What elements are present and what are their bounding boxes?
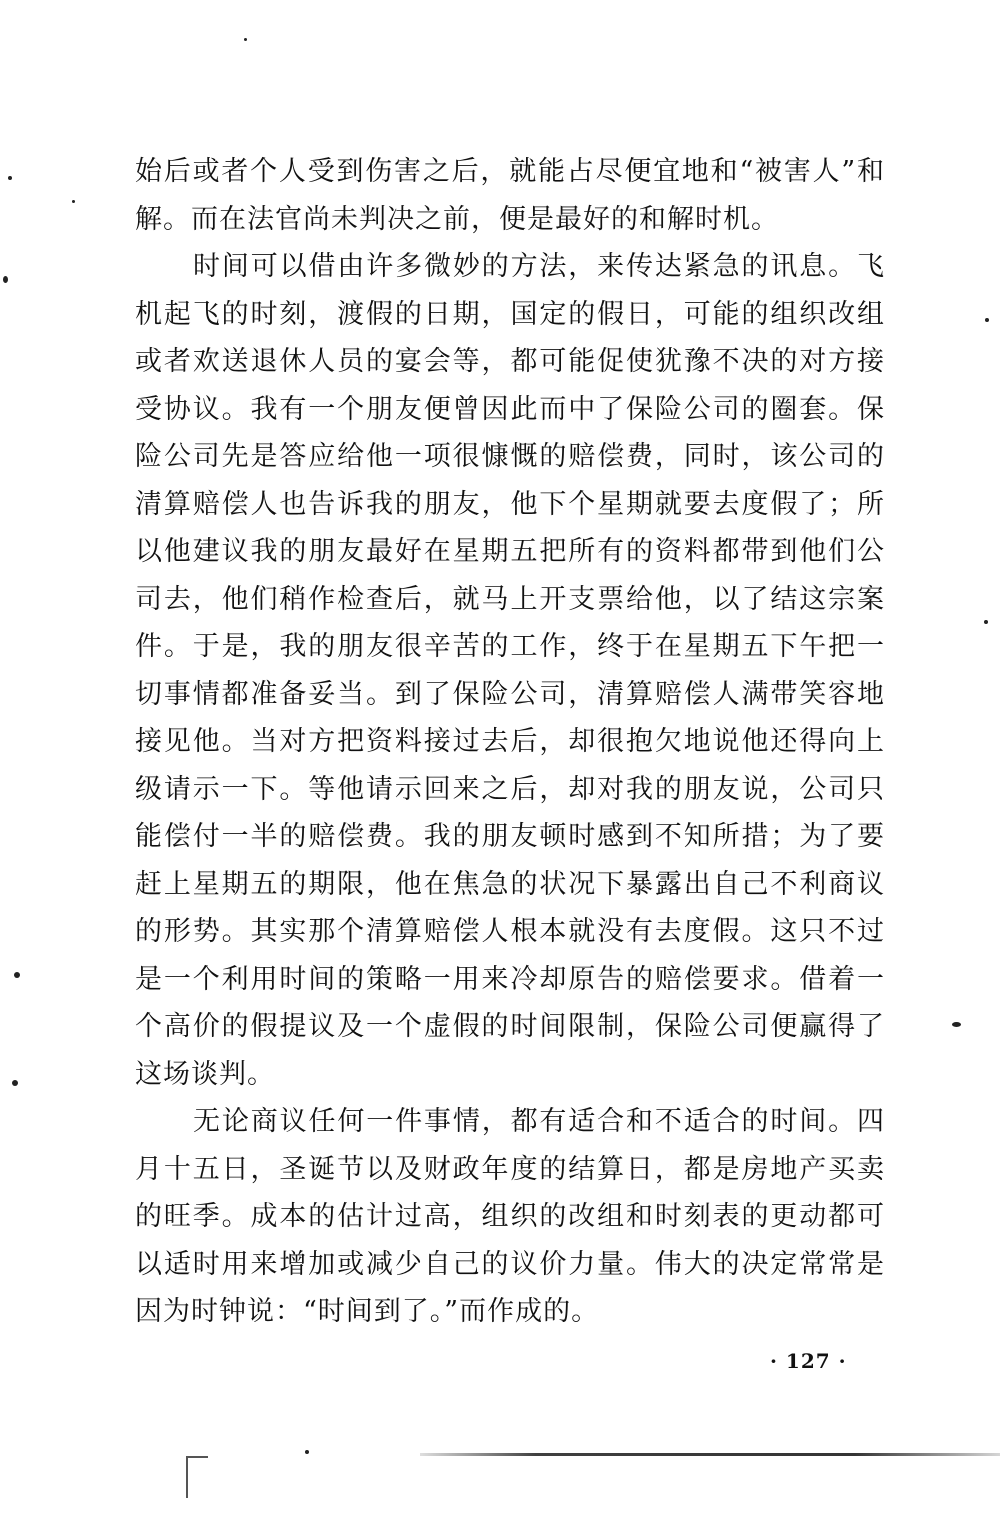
scan-speck — [72, 200, 75, 203]
body-text — [135, 148, 885, 1336]
scan-speck — [952, 1022, 961, 1027]
page-bottom-rule — [420, 1453, 1000, 1456]
scan-speck — [305, 1450, 309, 1454]
scan-speck — [984, 620, 988, 624]
paragraph-timing-advice: 无论商议任何一件事情，都有适合和不适合的时间。四月十五日，圣诞节以及财政年度的结算日，都是房地产买卖的旺季。成本的估计过高，组织的改组和时刻表的更动都可以适时用来增加或减少自己的议价力量。伟大的决定常常是因为时钟说：“时间到了。”而作成的。 — [135, 1106, 885, 1327]
scan-speck — [14, 972, 20, 978]
scan-corner-mark — [186, 1456, 208, 1498]
scan-speck — [985, 318, 989, 322]
paragraph-time-signals: 时间可以借由许多微妙的方法，来传达紧急的讯息。飞机起飞的时刻，渡假的日期，国定的假日，可能的组织改组或者欢送退休人员的宴会等，都可能促使犹豫不决的对方接受协议。我有一个朋友便曾因此而中了保险公司的圈套。保险公司先是答应给他一项很慷慨的赔偿费，同时，该公司的清算赔偿人也告诉我的朋友，他下个星期就要去度假了；所以他建议我的朋友最好在星期五把所有的资料都带到他们公司去，他们稍作检查后，就马上开支票给他，以了结这宗案件。于是，我的朋友很辛苦的工作，终于在星期五下午把一切事情都准备妥当。到了保险公司，清算赔偿人满带笑容地接见他。当对方把资料接过去后，却很抱欠地说他还得向上级请示一下。等他请示回来之后，却对我的朋友说，公司只能偿付一半的赔偿费。我的朋友顿时感到不知所措；为了要赶上星期五的期限，他在焦急的状况下暴露出自己不利商议的形势。其实那个清算赔偿人根本就没有去度假。这只不过是一个利用时间的策略一用来冷却原告的赔偿要求。借着一个高价的假提议及一个虚假的时间限制，保险公司便赢得了这场谈判。 — [135, 251, 885, 1090]
scan-speck — [244, 38, 247, 41]
scan-speck — [8, 176, 12, 180]
paragraph-continuation: 始后或者个人受到伤害之后，就能占尽便宜地和“被害人”和解。而在法官尚未判决之前，便是最好的和解时机。 — [135, 156, 885, 235]
scan-speck — [12, 1080, 18, 1086]
page-number: · 127 · — [770, 1349, 847, 1373]
scan-speck — [3, 276, 8, 283]
